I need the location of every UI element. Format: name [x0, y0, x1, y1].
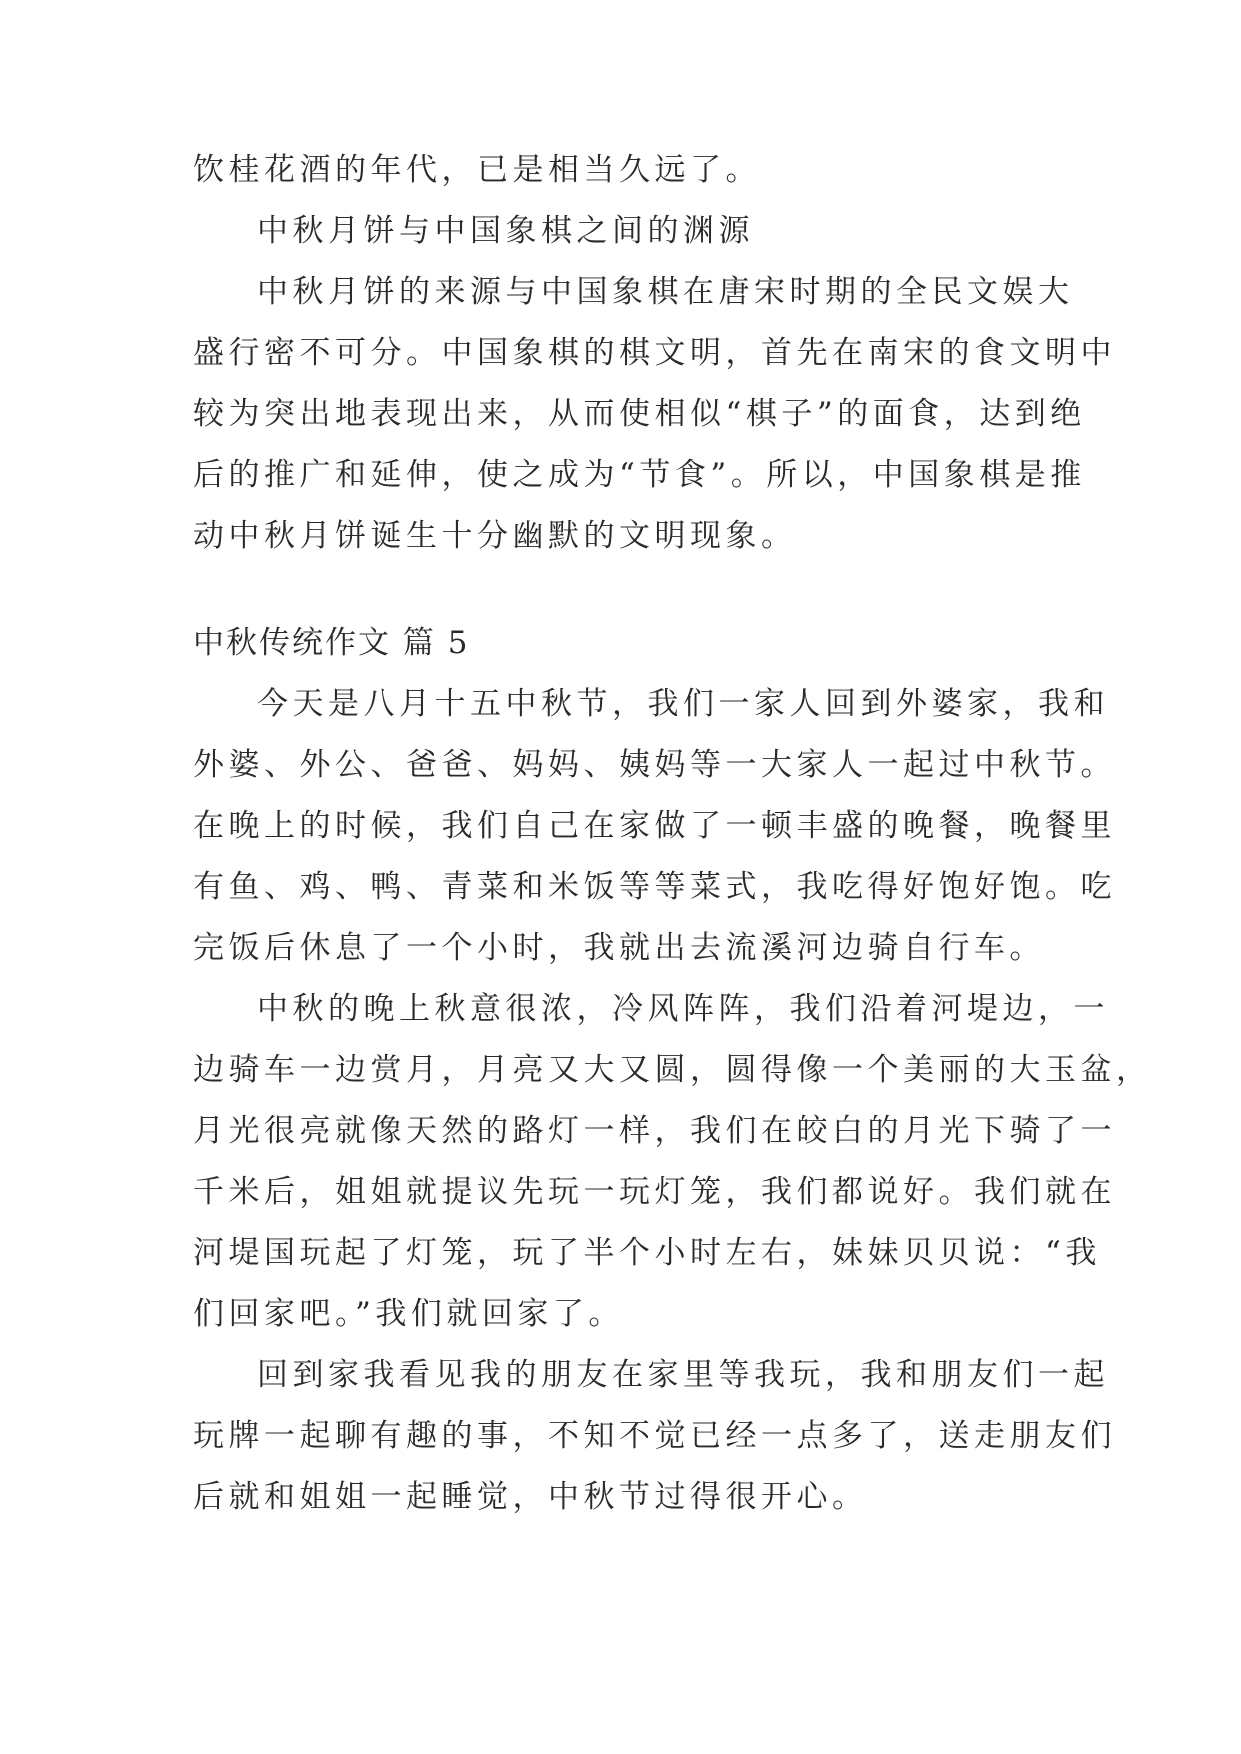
- section-heading: 中秋传统作文 篇 5: [193, 625, 470, 661]
- paragraph-line: 完饭后休息了一个小时，我就出去流溪河边骑自行车。: [193, 930, 1045, 966]
- paragraph-line: 月光很亮就像天然的路灯一样，我们在皎白的月光下骑了一: [193, 1113, 1116, 1149]
- paragraph-line: 后的推广和延伸，使之成为“节食”。所以，中国象棋是推: [193, 457, 1086, 493]
- paragraph-line: 千米后，姐姐就提议先玩一玩灯笼，我们都说好。我们就在: [193, 1174, 1116, 1210]
- subtitle: 中秋月饼与中国象棋之间的渊源: [257, 213, 754, 249]
- paragraph-line: 河堤国玩起了灯笼，玩了半个小时左右，妹妹贝贝说：“我: [193, 1235, 1101, 1271]
- paragraph-line: 们回家吧。”我们就回家了。: [193, 1296, 624, 1332]
- paragraph-line: 后就和姐姐一起睡觉，中秋节过得很开心。: [193, 1479, 868, 1515]
- paragraph-line: 外婆、外公、爸爸、妈妈、姨妈等一大家人一起过中秋节。: [193, 747, 1116, 783]
- paragraph-line: 边骑车一边赏月，月亮又大又圆，圆得像一个美丽的大玉盆，: [193, 1052, 1152, 1088]
- paragraph-line: 回到家我看见我的朋友在家里等我玩，我和朋友们一起: [257, 1357, 1109, 1393]
- paragraph-line: 玩牌一起聊有趣的事，不知不觉已经一点多了，送走朋友们: [193, 1418, 1116, 1454]
- paragraph-line: 较为突出地表现出来，从而使相似“棋子”的面食，达到绝: [193, 396, 1086, 432]
- paragraph-line: 盛行密不可分。中国象棋的棋文明，首先在南宋的食文明中: [193, 335, 1116, 371]
- paragraph-line: 今天是八月十五中秋节，我们一家人回到外婆家，我和: [257, 686, 1109, 722]
- paragraph-line: 中秋的晚上秋意很浓，冷风阵阵，我们沿着河堤边，一: [257, 991, 1109, 1027]
- continuation-text: 饮桂花酒的年代，已是相当久远了。: [193, 152, 761, 188]
- paragraph-line: 中秋月饼的来源与中国象棋在唐宋时期的全民文娱大: [257, 274, 1074, 310]
- paragraph-line: 有鱼、鸡、鸭、青菜和米饭等等菜式，我吃得好饱好饱。吃: [193, 869, 1116, 905]
- paragraph-line: 在晚上的时候，我们自己在家做了一顿丰盛的晚餐，晚餐里: [193, 808, 1116, 844]
- paragraph-line: 动中秋月饼诞生十分幽默的文明现象。: [193, 518, 797, 554]
